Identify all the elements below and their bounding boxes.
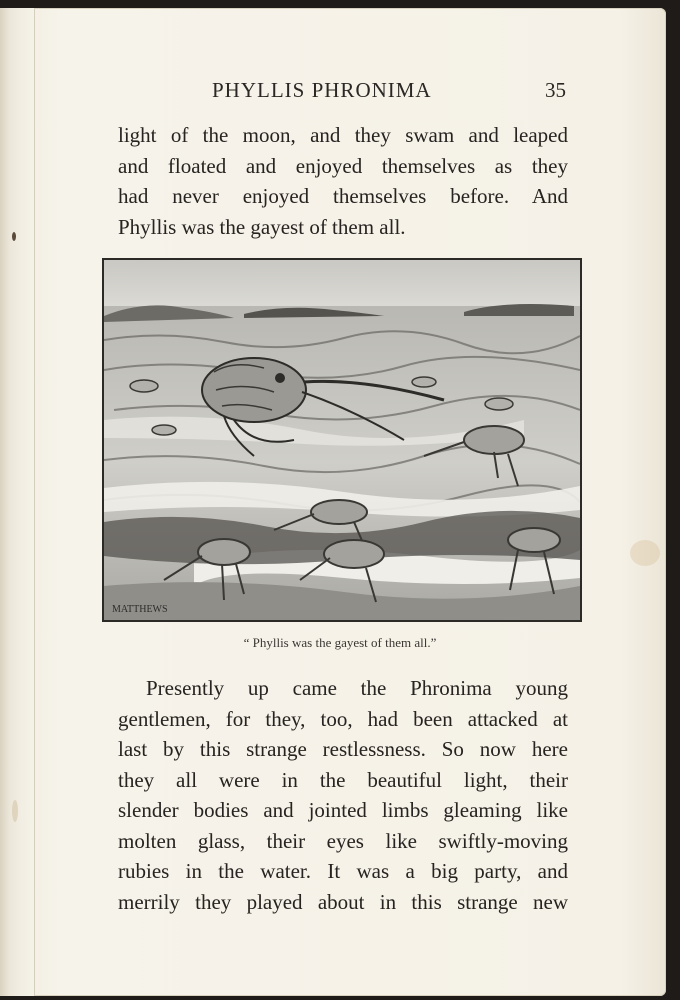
text-line: last by this strange restlessness. So now here bbox=[118, 737, 568, 761]
illustration-phronima-party bbox=[102, 258, 582, 622]
figure-caption: “ Phyllis was the gayest of them all.” bbox=[243, 635, 437, 650]
text-line: Phyllis was the gayest of them all. bbox=[118, 214, 406, 239]
page-gutter bbox=[0, 8, 35, 996]
text-line: slender bodies and jointed limbs gleaming like bbox=[118, 798, 568, 822]
text-line: rubies in the water. It was a big party, and bbox=[118, 859, 568, 883]
text-line: had never enjoyed themselves before. And bbox=[118, 184, 568, 208]
text-line: light of the moon, and they swam and leaped bbox=[118, 123, 568, 147]
page-number: 35 bbox=[545, 78, 566, 102]
running-header bbox=[100, 76, 570, 106]
text-line: they all were in the beautiful light, their bbox=[118, 767, 568, 792]
paper-speck bbox=[12, 232, 16, 241]
running-title: PHYLLIS PHRONIMA bbox=[212, 78, 432, 102]
paper-stain bbox=[630, 540, 660, 566]
text-line: gentlemen, for they, too, had been attacked at bbox=[118, 706, 568, 731]
text-line: merrily they played about in this strange new bbox=[118, 889, 568, 914]
text-line: Presently up came the Phronima young bbox=[146, 676, 568, 700]
paragraph-2 bbox=[118, 673, 568, 917]
text-line: molten glass, their eyes like swiftly-moving bbox=[118, 828, 568, 853]
paper-stain bbox=[12, 800, 18, 822]
sky bbox=[104, 260, 580, 310]
artist-signature: MATTHEWS bbox=[112, 604, 168, 615]
text-line: and floated and enjoyed themselves as they bbox=[118, 153, 568, 178]
sea-illustration bbox=[104, 260, 580, 620]
paragraph-1 bbox=[118, 120, 568, 242]
